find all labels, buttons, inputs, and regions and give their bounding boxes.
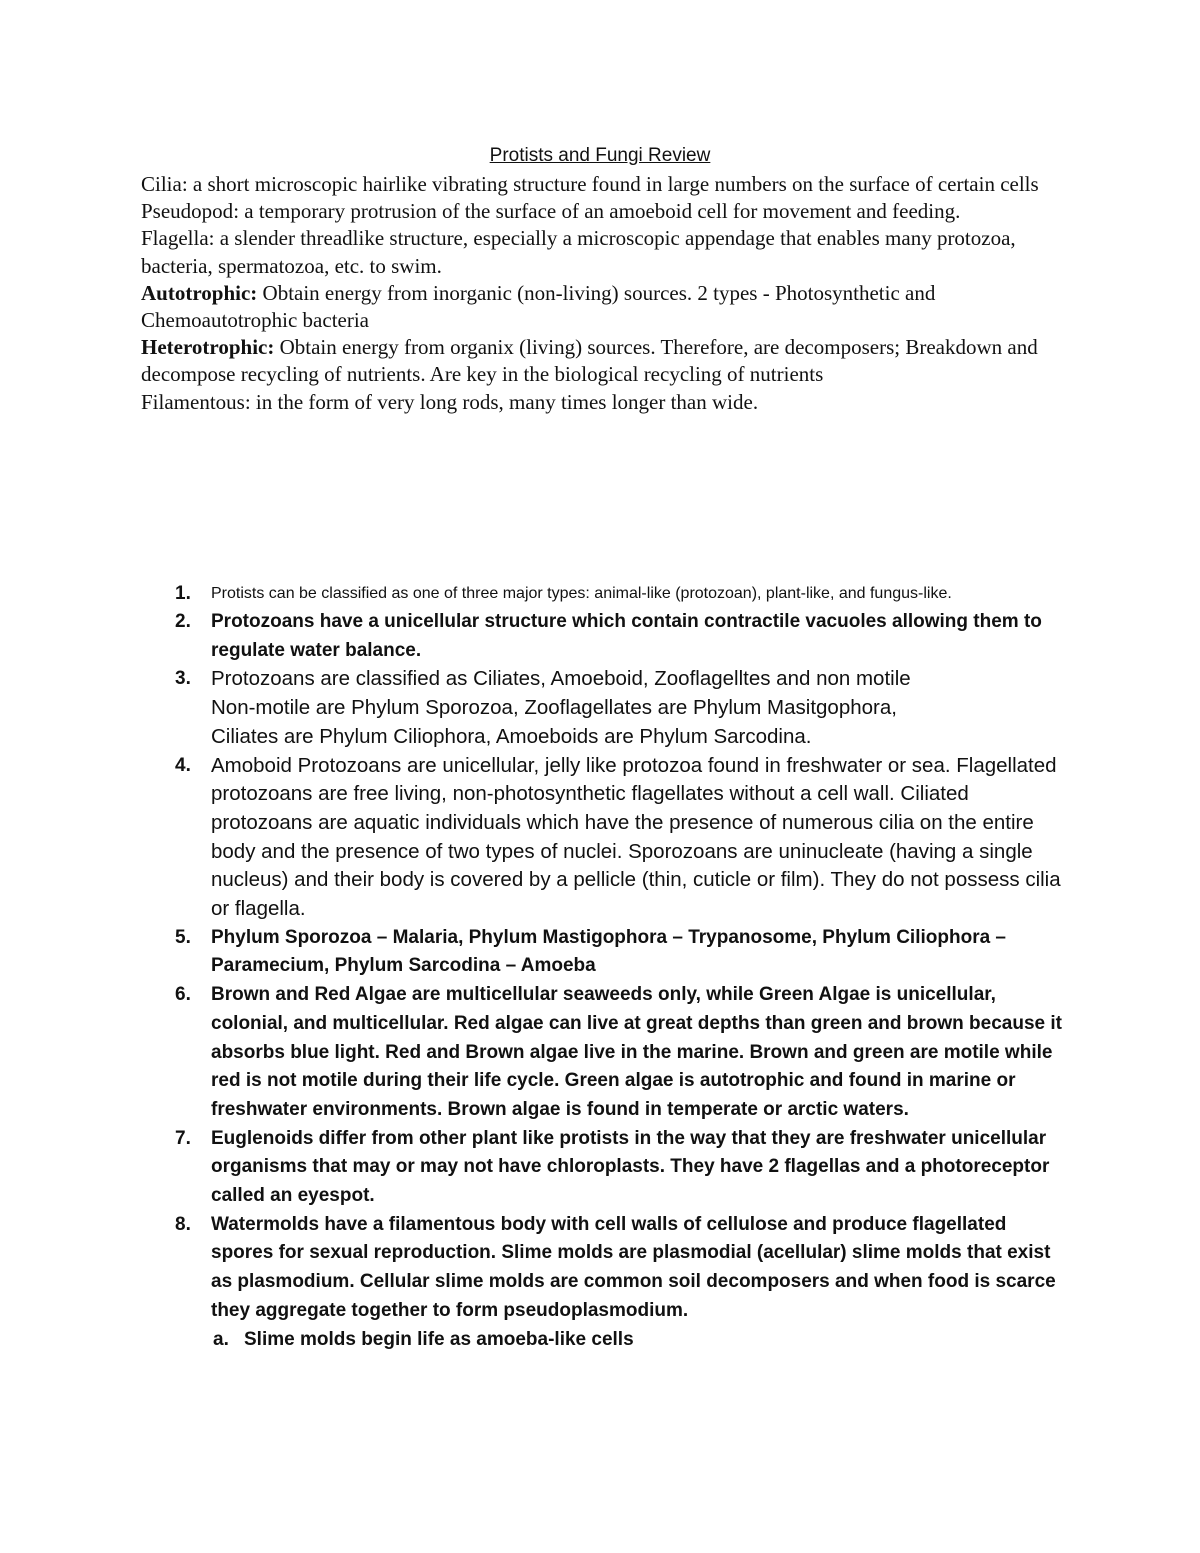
definition-text: : in the form of very long rods, many times longer than wide. (244, 389, 759, 414)
list-number: 6. (175, 984, 191, 1006)
sub-list-item (211, 1326, 1071, 1355)
list-item-text: Amoboid Protozoans are unicellular, jelly like protozoa found in freshwater or sea. Flagellated protozoans are free living, non-photosynthetic flagellates without a cell wall. Ciliated protozoans are aquatic individuals which have the presence of numerous cilia on the entire body and the presence of two types of nuclei. Sporozoans are uninucleate (having a single nucleus) and their body is covered by a pellicle (thin, cuticle or film). They do not possess cilia or flagella. (211, 753, 1061, 921)
definition-term: Cilia (141, 172, 182, 196)
definition-heterotrophic (141, 334, 1066, 388)
definition-term: Filamentous (141, 389, 245, 414)
definition-text: Obtain energy from organix (living) sources. Therefore, are decomposers; Breakdown and decompose recycling of nutrients. Are key in the biological recycling of nutrients (141, 335, 1038, 387)
definition-text: : a temporary protrusion of the surface of an amoeboid cell for movement and feeding. (233, 199, 961, 224)
definition-term: Pseudopod (141, 199, 234, 224)
list-item-text: Protozoans have a unicellular structure which contain contractile vacuoles allowing them to regulate water balance. (211, 611, 1042, 661)
definitions-section (141, 171, 1066, 416)
definition-term: Autotrophic: (141, 280, 258, 305)
list-number: 2. (175, 611, 191, 632)
definition-filamentous (141, 389, 1066, 416)
list-item (141, 752, 1071, 924)
list-number: 1. (175, 583, 191, 604)
definition-autotrophic (141, 280, 1066, 334)
list-item-line: Non-motile are Phylum Sporozoa, Zooflagellates are Phylum Masitgophora, (211, 696, 897, 720)
review-list (141, 580, 1071, 1354)
list-item-text: Euglenoids differ from other plant like protists in the way that they are freshwater unicellular organisms that may or may not have chloroplasts. They have 2 flagellas and a photoreceptor called an eyespot. (211, 1127, 1050, 1207)
list-item (141, 1125, 1071, 1211)
list-number: 4. (175, 754, 191, 776)
list-item-text: Brown and Red Algae are multicellular seaweeds only, while Green Algae is unicellular, colonial, and multicellular. Red algae can live at great depths than green and brown because it absorbs blue light. Red and Brown algae live in the marine. Brown and green are motile while red is not motile during their life cycle. Green algae is autotrophic and found in marine or freshwater environments. Brown algae is found in temperate or arctic waters. (211, 984, 1062, 1120)
list-item-line: Protozoans are classified as Ciliates, Amoeboid, Zooflagellte​s and non motile (211, 667, 911, 691)
definition-term: Flagella (141, 226, 209, 251)
definition-flagella (141, 225, 1066, 279)
definition-pseudopod (141, 198, 1066, 225)
list-item-text: Phylum Sporozoa – Malaria, Phylum Mastigophora – Trypanosome, Phylum Ciliophora – Paramecium, Phylum Sarcodina – Amoeba (211, 926, 1006, 977)
sub-list-item-text: Slime molds begin life as amoeba-like cells (244, 1328, 634, 1350)
list-item (141, 580, 1071, 608)
definition-text: : a slender threadlike structure, especially a microscopic appendage that enables many protozoa, bacteria, spermatozoa, etc. to swim. (141, 226, 1016, 278)
page-title: Protists and Fungi Review (489, 145, 711, 166)
definition-cilia (141, 171, 1066, 198)
list-number: 7. (175, 1127, 191, 1149)
sub-list-letter: a. (213, 1328, 229, 1350)
list-item-line: Ciliates are Phylum Ciliophora, Amoeboids are Phylum Sarcodina. (211, 724, 812, 748)
list-item-text: Protists can be classified as one of three major types: animal-like (protozoan), plant-like, and fungus-like. (211, 585, 952, 602)
list-item (141, 981, 1071, 1125)
list-item (141, 608, 1071, 665)
sub-list (211, 1326, 1071, 1355)
list-number: 5. (175, 926, 191, 948)
list-item (141, 924, 1071, 981)
list-item (141, 665, 1071, 751)
definition-text: : a short microscopic hairlike vibrating structure found in large numbers on the surface of certain cells (181, 172, 1039, 196)
list-number: 8. (175, 1213, 191, 1235)
definition-term: Heterotrophic: (141, 335, 275, 360)
list-item (141, 1211, 1071, 1355)
list-item-text: Watermolds have a filamentous body with cell walls of cellulose and produce flagellated spores for sexual reproduction. Slime molds are plasmodial (acellular) slime molds that exist as plasmodium. Cellular slime molds are common soil decomposers and when food is scarce they aggregate together to form pseudoplasmodium. (211, 1213, 1056, 1321)
definition-text: Obtain energy from inorganic (non-living) sources. 2 types - Photosynthetic and Chemoautotrophic bacteria (141, 280, 936, 333)
list-number: 3. (175, 668, 191, 690)
